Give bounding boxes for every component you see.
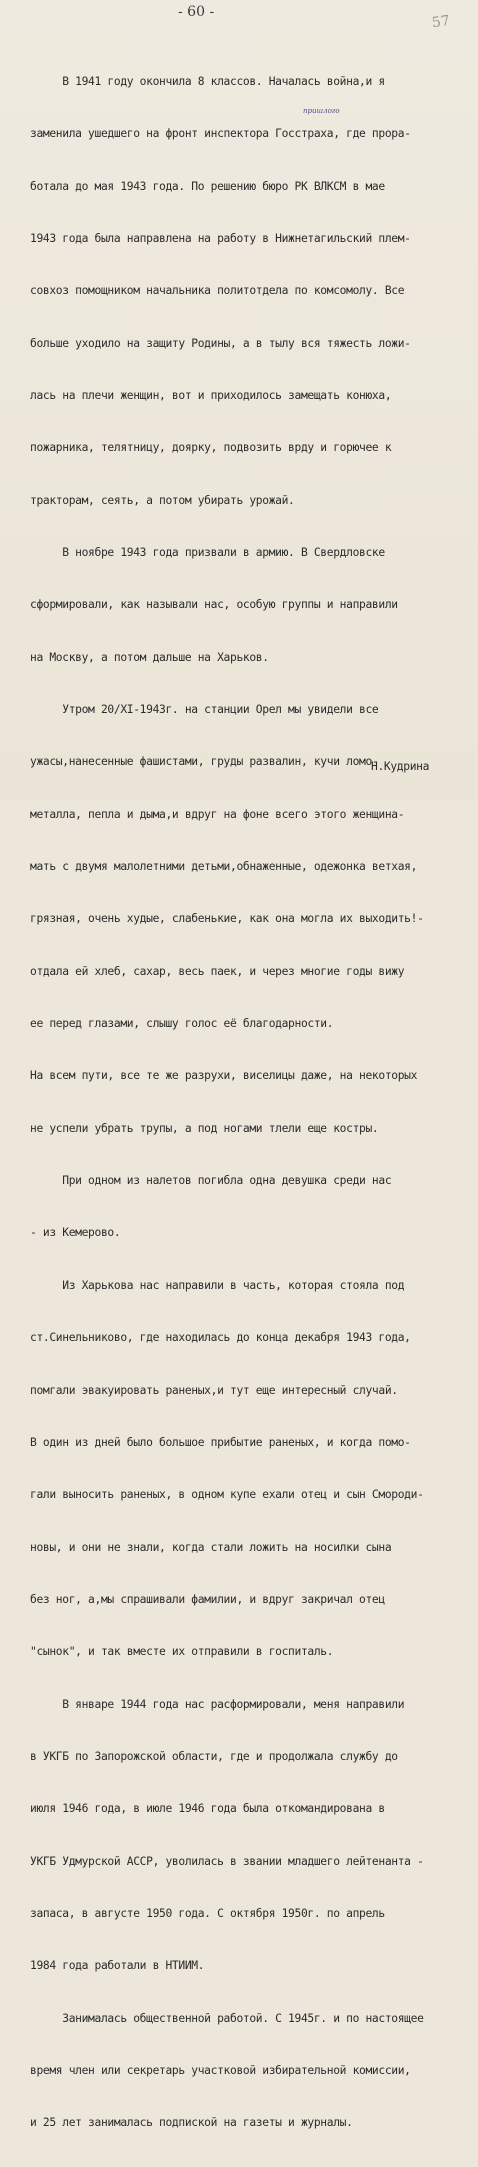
text-line: июля 1946 года, в июле 1946 года была откомандирована в [30, 1802, 385, 1816]
text-line: ее перед глазами, слышу голос её благодарности. [30, 1017, 334, 1031]
text-line: металла, пепла и дыма,и вдруг на фоне всего этого женщина- [30, 807, 405, 821]
text-line: гали выносить раненых, в одном купе ехали отец и сын Смороди- [30, 1488, 424, 1502]
text-line: на Москву, а потом дальше на Харьков. [30, 650, 269, 664]
text-line: пожарника, телятницу, доярку, подвозить врду и горючее к [30, 441, 392, 455]
text-line: лась на плечи женщин, вот и приходилось замещать конюха, [30, 388, 392, 402]
text-line: УКГБ Удмурской АССР, уволилась в звании младшего лейтенанта - [30, 1854, 424, 1868]
text-line: совхоз помощником начальника политотдела по комсомолу. Все [30, 284, 405, 298]
text-line: "сынок", и так вместе их отправили в госпиталь. [30, 1645, 334, 1659]
text-line: ужасы,нанесенные фашистами, груды развалин, кучи ломо- [30, 755, 379, 769]
text-line: На всем пути, все те же разрухи, виселицы даже, на некоторых [30, 1069, 418, 1083]
text-line: В январе 1944 года нас расформировали, меня направили [30, 1697, 405, 1711]
memoir-text [30, 38, 470, 2167]
text-line: новы, и они не знали, когда стали ложить на носилки сына [30, 1540, 392, 1554]
text-line: отдала ей хлеб, сахар, весь паек, и через многие годы вижу [30, 964, 405, 978]
archive-page-number: 57 [430, 12, 451, 32]
text-line: мать с двумя малолетними детьми,обнаженные, одежонка ветхая, [30, 860, 418, 874]
text-line: ботала до мая 1943 года. По решению бюро РК ВЛКСМ в мае [30, 179, 385, 193]
text-line: запаса, в августе 1950 года. С октября 1950г. по апрель [30, 1906, 385, 1920]
signature: Н.Кудрина [371, 760, 430, 773]
text-line: заменила ушедшего на фронт инспектора Госстраха, где прора- [30, 127, 411, 141]
text-line: тракторам, сеять, а потом убирать урожай. [30, 493, 295, 507]
text-line: При одном из налетов погибла одна девушка среди нас [30, 1174, 392, 1188]
text-line: Занималась общественной работой. С 1945г. и по настоящее [30, 2011, 424, 2025]
text-line: Из Харькова нас направили в часть, которая стояла под [30, 1278, 405, 1292]
text-line: В 1941 году окончила 8 классов. Началась война,и я [30, 74, 385, 88]
text-line: Утром 20/XI-1943г. на станции Орел мы увидели все [30, 703, 379, 717]
text-line: не успели убрать трупы, а под ногами тлели еще костры. [30, 1121, 379, 1135]
text-line: - из Кемерово. [30, 1226, 121, 1240]
text-line: В один из дней было большое прибытие раненых, и когда помо- [30, 1435, 411, 1449]
text-line: грязная, очень худые, слабенькие, как она могла их выходить!- [30, 912, 424, 926]
text-line: и 25 лет занималась подпиской на газеты и журналы. [30, 2116, 353, 2130]
text-line: в УКГБ по Запорожской области, где и продолжала службу до [30, 1749, 398, 1763]
text-line: 1943 года была направлена на работу в Нижнетагильский плем- [30, 231, 411, 245]
handwritten-insertion: пришлого [303, 107, 340, 115]
text-line: без ног, а,мы спрашивали фамилии, и вдруг закричал отец [30, 1592, 385, 1606]
text-line: сформировали, как называли нас, особую группы и направили [30, 598, 398, 612]
text-line: помгали эвакуировать раненых,и тут еще интересный случай. [30, 1383, 398, 1397]
text-line: время член или секретарь участковой избирательной комиссии, [30, 2063, 411, 2077]
text-line: ст.Синельниково, где находилась до конца декабря 1943 года, [30, 1331, 411, 1345]
text-line: 1984 года работали в НТИИМ. [30, 1959, 205, 1973]
text-line: больше уходило на защиту Родины, а в тылу вся тяжесть ложи- [30, 336, 411, 350]
page-number: - 60 - [178, 4, 215, 20]
text-line: В ноябре 1943 года призвали в армию. В Свердловске [30, 546, 385, 559]
